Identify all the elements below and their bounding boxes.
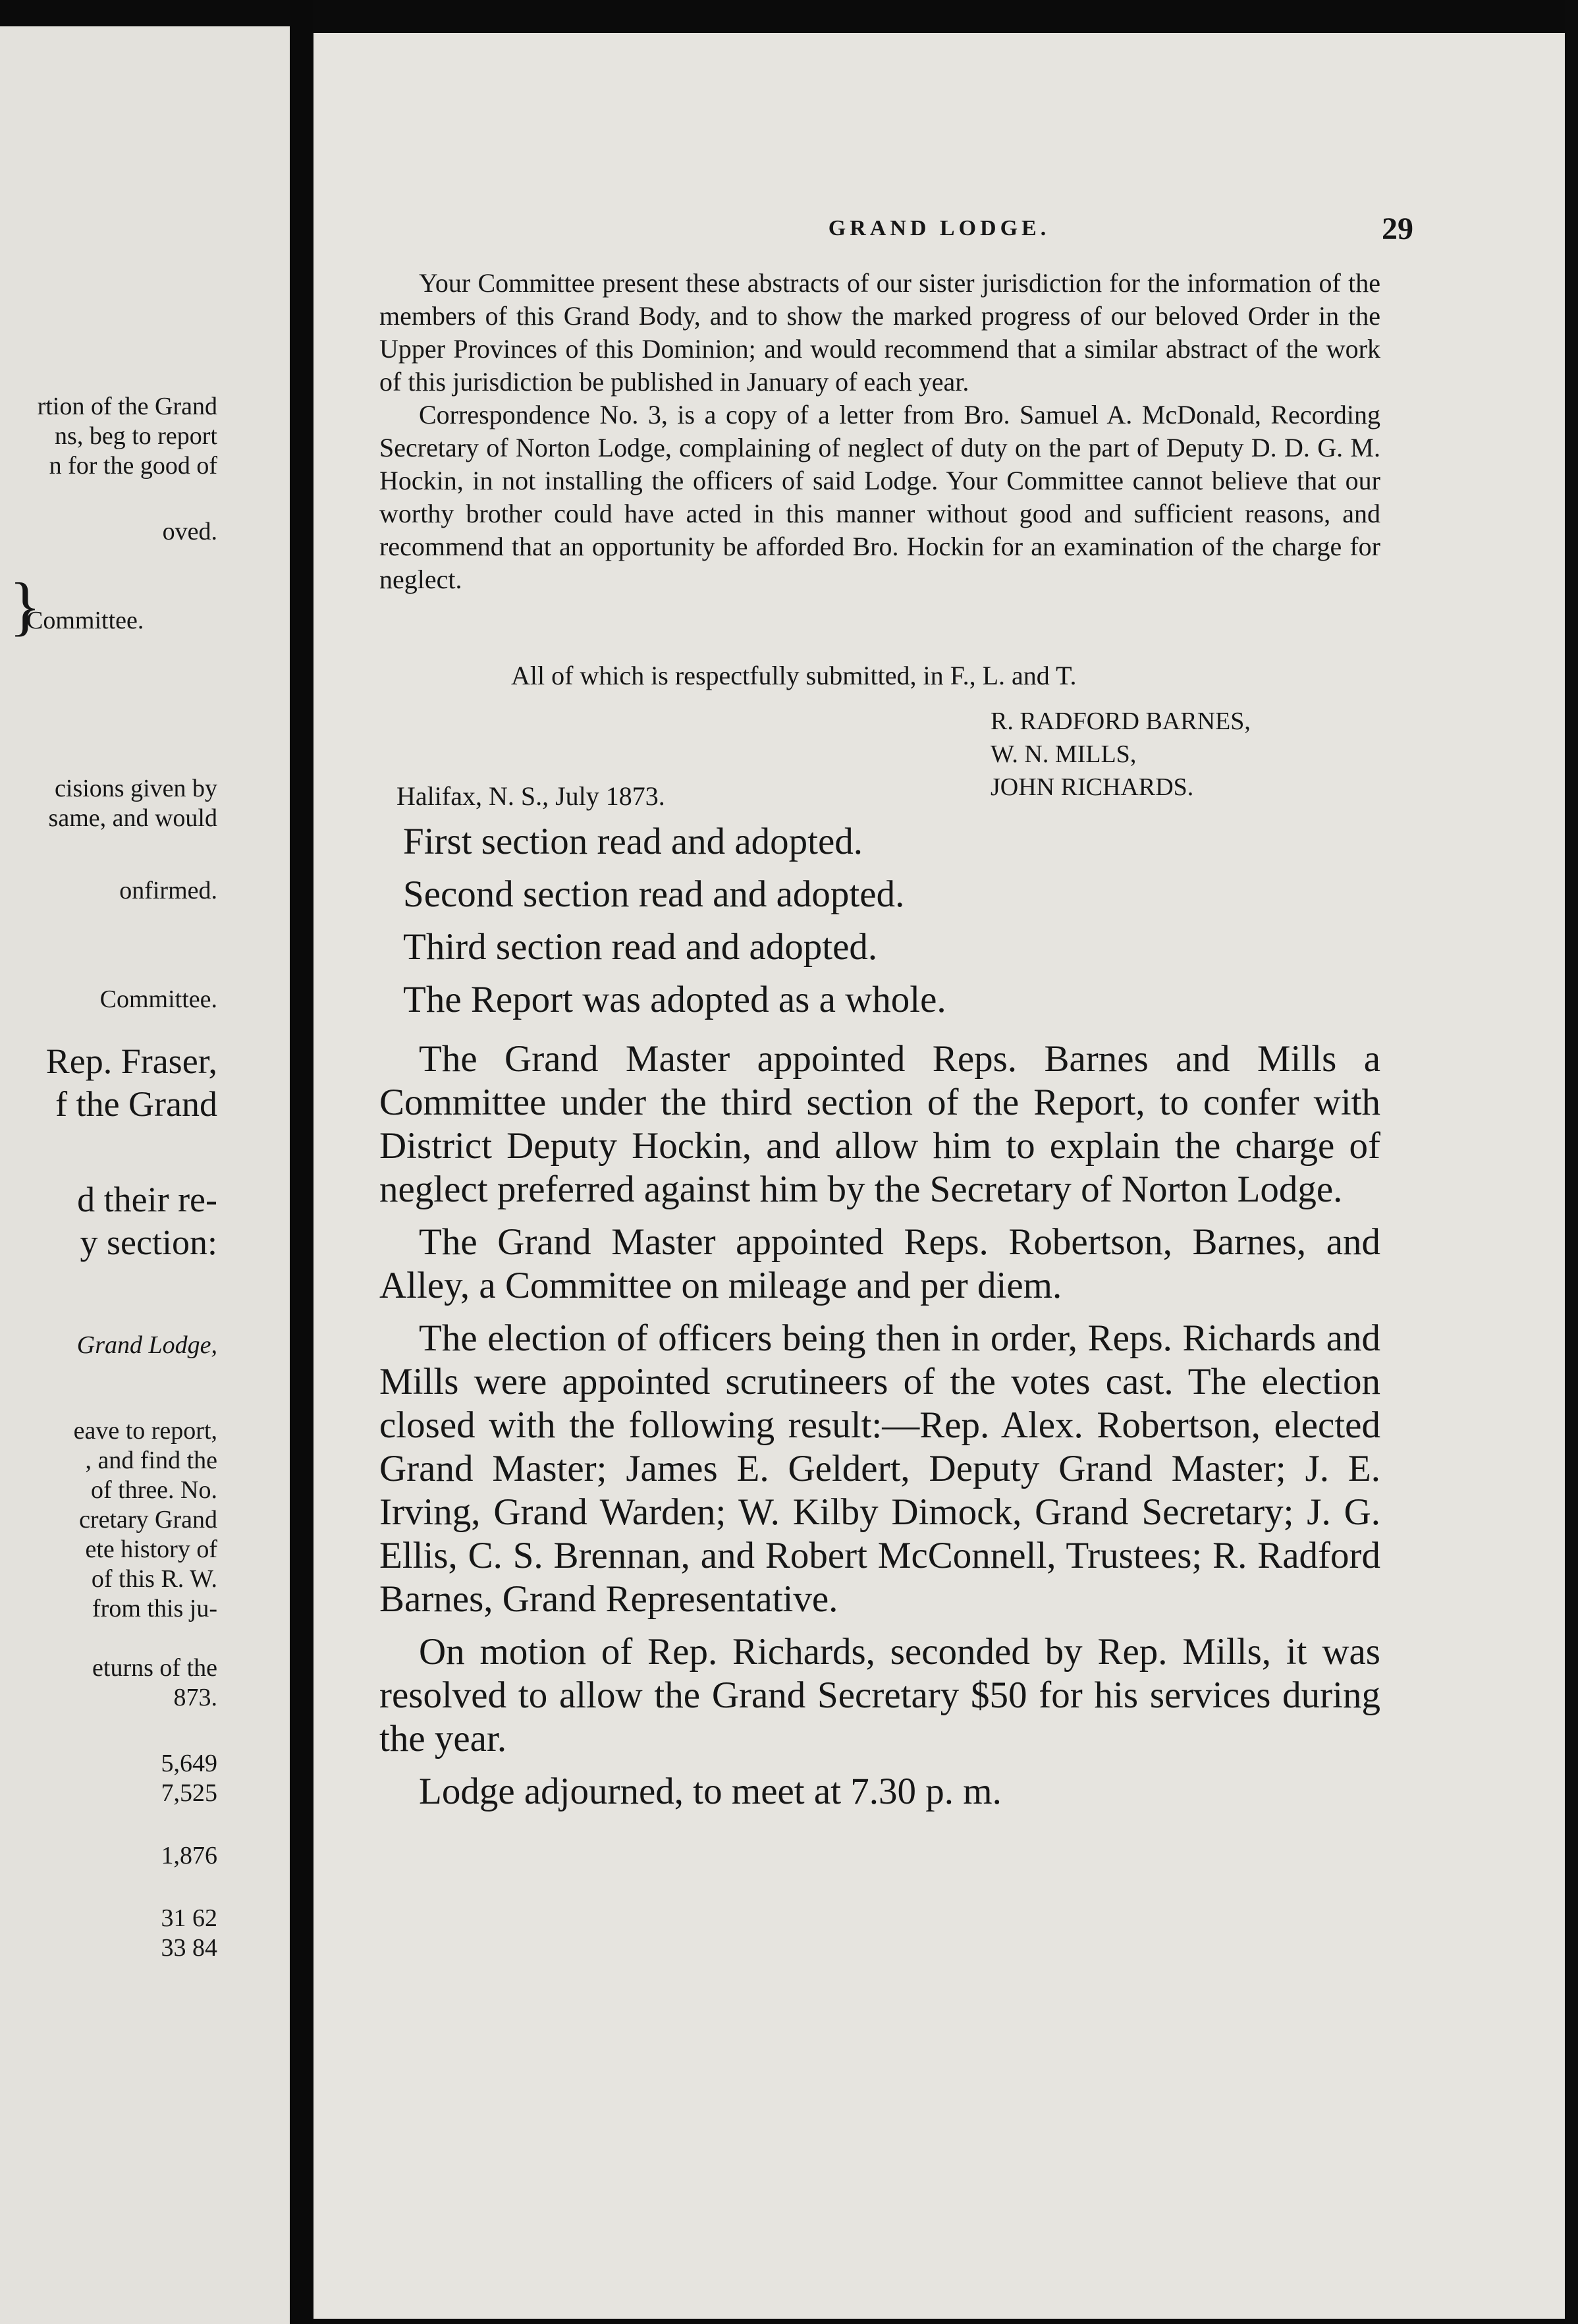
section-read-line: Second section read and adopted. [403, 873, 905, 915]
paragraph-abstracts: Your Committee present these abstracts of our sister jurisdiction for the information of the members of this Grand Body, and to show the marked progress of our beloved Order in the Upper Provinces of this Dominion; and would recommend that a similar abstract of the work of this jurisdiction be published in January of each year. [379, 268, 1380, 397]
signers-list [991, 705, 1251, 804]
signer-name: R. RADFORD BARNES, [991, 707, 1251, 735]
section-read-line: The Report was adopted as a whole. [403, 979, 946, 1020]
left-page-fragment: cretary Grand [79, 1506, 217, 1534]
proceedings-text [379, 1038, 1380, 1813]
signer-name: W. N. MILLS, [991, 740, 1137, 768]
section-read-line: Third section read and adopted. [403, 926, 878, 968]
paragraph-motion: On motion of Rep. Richards, seconded by Rep. Mills, it was resolved to allow the Grand Secretary $50 for his services during the year. [379, 1631, 1380, 1759]
left-page-fragment: eave to report, [73, 1417, 217, 1445]
left-page-fragment: 31 62 [161, 1904, 217, 1932]
left-page-fragment: eturns of the [92, 1654, 217, 1682]
page-number: 29 [1382, 211, 1413, 246]
paragraph-adjourned: Lodge adjourned, to meet at 7.30 p. m. [419, 1771, 1002, 1812]
left-page-fragment: 873. [173, 1684, 217, 1711]
left-page-fragment: n for the good of [49, 452, 217, 480]
left-page-fragment: Grand Lodge, [76, 1331, 217, 1359]
left-page-fragment: of three. No. [90, 1476, 217, 1504]
left-page-fragment: 7,525 [161, 1779, 217, 1807]
paragraph-mileage-committee: The Grand Master appointed Reps. Robertson, Barnes, and Alley, a Committee on mileage and per diem. [379, 1221, 1380, 1306]
left-page-fragment: onfirmed. [119, 877, 217, 904]
left-page-fragment: Committee. [26, 607, 144, 634]
section-read-line: First section read and adopted. [403, 821, 863, 862]
left-page-fragment: ete history of [85, 1536, 217, 1563]
right-page [313, 33, 1565, 2319]
committee-report-text [379, 267, 1380, 596]
left-page-fragment: same, and would [48, 804, 217, 832]
left-page-fragment: oved. [162, 518, 217, 545]
left-page-fragment: from this ju- [92, 1595, 217, 1622]
left-page [0, 26, 290, 2324]
left-page-fragment: y section: [80, 1223, 217, 1262]
left-page-fragment: of this R. W. [91, 1565, 217, 1593]
left-page-fragment: 5,649 [161, 1750, 217, 1777]
committee-brace: } [9, 569, 41, 642]
left-page-fragment: 1,876 [161, 1842, 217, 1869]
left-page-fragment: Rep. Fraser, [45, 1041, 217, 1081]
signoff-line: All of which is respectfully submitted, in F., L. and T. [511, 661, 1077, 690]
paragraph-election: The election of officers being then in order, Reps. Richards and Mills were appointed scrutineers of the votes cast. The election closed with the following result:—Rep. Alex. Robertson, elected Grand Master; James E. Geldert, Deputy Grand Master; J. E. Irving, Grand Warden; W. Kilby Dimock, Grand Secretary; J. G. Ellis, C. S. Brennan, and Robert McConnell, Trustees; R. Radford Barnes, Grand Representative. [379, 1317, 1380, 1620]
left-page-fragment: ns, beg to report [55, 422, 217, 450]
left-page-fragment: Committee. [99, 985, 217, 1013]
left-page-fragment: d their re- [77, 1180, 217, 1219]
signer-name: JOHN RICHARDS. [991, 773, 1194, 801]
left-page-fragment: 33 84 [161, 1934, 217, 1962]
running-head: GRAND LODGE. [828, 216, 1050, 240]
left-page-fragment: , and find the [85, 1447, 217, 1474]
left-page-fragment: f the Grand [55, 1084, 217, 1124]
left-page-fragment: cisions given by [55, 775, 217, 802]
left-page-fragment: rtion of the Grand [37, 393, 217, 420]
paragraph-correspondence: Correspondence No. 3, is a copy of a letter from Bro. Samuel A. McDonald, Recording Secretary of Norton Lodge, complaining of neglect of duty on the part of Deputy D. D. G. M. Hockin, in not installing the officers of said Lodge. Your Committee cannot believe that our worthy brother could have acted in this manner without good and sufficient reasons, and recommend that an opportunity be afforded Bro. Hockin for an examination of the charge for neglect. [379, 400, 1380, 594]
page-edge [1565, 0, 1578, 2324]
place-date: Halifax, N. S., July 1873. [396, 781, 665, 811]
paragraph-committee-appointment: The Grand Master appointed Reps. Barnes and Mills a Committee under the third section of the Report, to confer with District Deputy Hockin, and allow him to explain the charge of neglect preferred against him by the Secretary of Norton Lodge. [379, 1038, 1380, 1210]
book-spine [290, 0, 313, 2324]
